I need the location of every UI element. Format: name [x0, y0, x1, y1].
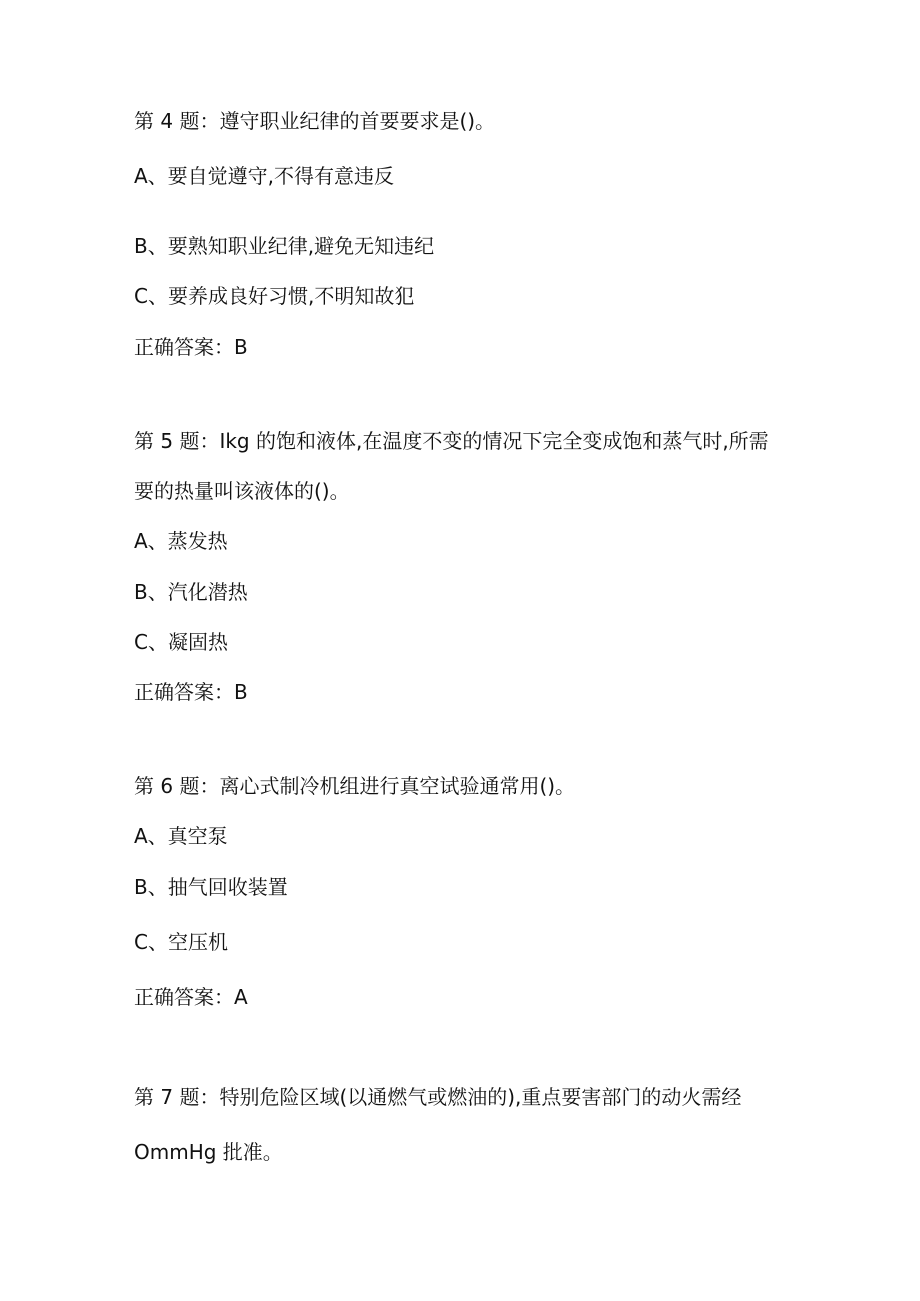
question-5-answer: 正确答案：B [134, 680, 248, 704]
question-4-answer: 正确答案：B [134, 335, 248, 359]
question-7-text-cont: OmmHg 批准。 [134, 1140, 283, 1164]
question-4-option-a: A、要自觉遵守,不得有意违反 [134, 164, 395, 188]
question-6-text: 第 6 题：离心式制冷机组进行真空试验通常用()。 [134, 774, 576, 798]
question-4-text: 第 4 题：遵守职业纪律的首要要求是()。 [134, 109, 496, 133]
question-4-option-c: C、要养成良好习惯,不明知故犯 [134, 284, 415, 308]
question-6-option-c: C、空压机 [134, 930, 228, 954]
question-5-text-cont: 要的热量叫该液体的()。 [134, 479, 350, 503]
question-6-option-a: A、真空泵 [134, 824, 228, 848]
question-5-option-c: C、凝固热 [134, 630, 228, 654]
question-7-text: 第 7 题：特别危险区域(以通燃气或燃油的),重点要害部门的动火需经 [134, 1085, 742, 1109]
question-6-option-b: B、抽气回收装置 [134, 875, 288, 899]
question-5-option-a: A、蒸发热 [134, 529, 228, 553]
question-4-option-b: B、要熟知职业纪律,避免无知违纪 [134, 234, 435, 258]
question-6-answer: 正确答案：A [134, 985, 248, 1009]
question-5-option-b: B、汽化潜热 [134, 580, 248, 604]
question-5-text: 第 5 题：Ikg 的饱和液体,在温度不变的情况下完全变成饱和蒸气时,所需 [134, 429, 769, 453]
